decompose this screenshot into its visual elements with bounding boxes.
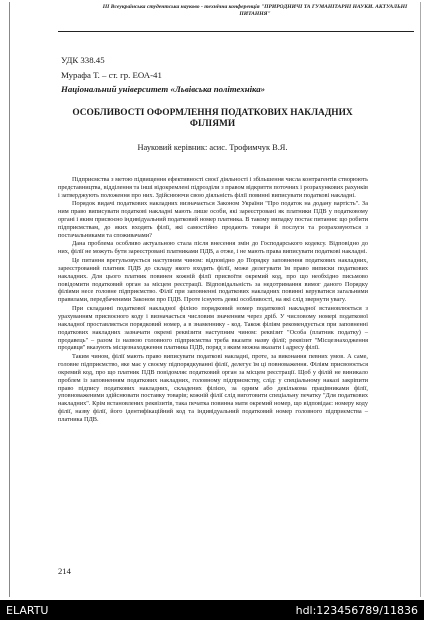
repository-footer-bar xyxy=(0,600,424,620)
header-divider xyxy=(58,31,414,32)
article-body xyxy=(58,176,368,425)
author-line: Мурафа Т. – ст. гр. ЕОА-41 xyxy=(61,70,162,80)
body-paragraph: Це питання врегульовується наступним чином: відповідно до Порядку заповнення податкових накладних, зареєстрований платник ПДВ до складу якого входять філії, може делегувати їм право виписки податкових накладних. Для цього платник повинен кожній філії присвоїти окремий код, про що необхідно письмово повідомити податковий орган за місцем реєстрації. Відповідальність за недотримання вимог даного Порядку філіями несе головне підприємство. Філії при заповненні податкових накладних повинні керуватися загальними правилами, передбаченими Законом про ПДВ. Проте існують деякі особливості, на які слід звернути увагу. xyxy=(58,256,368,304)
left-margin-line xyxy=(9,2,10,597)
repository-name: ELARTU xyxy=(6,604,49,617)
body-paragraph: При складанні податкової накладної філією порядковий номер податкової накладної встановлюється з урахуванням присвоєного коду і визначається числовим значенням через дріб. У числовому номері податкової накладної проставляється порядковий номер, а в знаменнику - код. Також філіям рекомендується при заповненні податкових накладних зазначати окремі реквізити наступним чином: реквізит "Особа (платник податку) – продавець" – разом із назвою головного підприємства треба вказати назву філії; реквізит "Місцезнаходження продавця" вказують місцезнаходження платника ПДВ, поряд з яким можна вказати і адресу філії. xyxy=(58,304,368,352)
page-number: 214 xyxy=(58,566,71,576)
body-paragraph: Дана проблема особливо актуальною стала після внесення змін до Господарського кодексу. Відповідно до них, філії не можуть бути зареєстровані платниками ПДВ, а отже, і не мають права виписувати податкові накладні. xyxy=(58,240,368,256)
body-paragraph: Підприємства з метою підвищення ефективності своєї діяльності і збільшення числа контрагентів створюють представництва, відділення та інші відокремлені підрозділи з правом відкриття поточних і розрахункових рахунків і затверджують положення про них. Здійснюючи свою діяльність філії повинні виписувати податкові накладні. xyxy=(58,176,368,199)
body-paragraph: Таким чином, філії мають право виписувати податкові накладні, проте, за виконання певних умов. А саме, головне підприємство, яке має у своєму підпорядкуванні філії, делегує їм ці повноваження. Філіям присвоюється окремий код, про що платник ПДВ повідомляє податковий орган за місцем реєстрації. Щоб у філій не виникало проблем із заповненням податкових накладних, головному підприємству, слід: у спеціальному наказі закріпити право підпису податкових накладних, складених філією, за одним або декількома працівниками філії, уповноваженими здійснювати поставку товарів; кожній філії слід виготовити спеціальну печатку "Для податкових накладних". Крім встановлених реквізитів, така печатка повинна мати окремий номер, що відповідає: номеру коду філії, назву філії, його ідентифікаційний код та індивідуальний податковий номер головного підприємства – платника ПДВ. xyxy=(58,352,368,424)
institution-line: Національний університет «Львівська політехніка» xyxy=(61,84,266,94)
conference-header: ІІІ Всеукраїнська студентська науково - технічна конференція "ПРИРОДНИЧІ ТА ГУМАНІТАРНІ НАУКИ. АКТУАЛЬНІ ПИТАННЯ" xyxy=(102,4,408,17)
udk-code: УДК 338.45 xyxy=(61,55,105,65)
supervisor-line: Науковий керівник: асис. Трофимчук В.Я. xyxy=(137,143,288,152)
right-margin-line xyxy=(420,2,421,597)
article-title: ОСОБЛИВОСТІ ОФОРМЛЕННЯ ПОДАТКОВИХ НАКЛАДНИХ ФІЛІЯМИ xyxy=(72,108,353,129)
handle-identifier[interactable]: hdl:123456789/11836 xyxy=(295,604,418,617)
body-paragraph: Порядок видачі податкових накладних визначається Законом України "Про податок на додану вартість". За ним право виписувати податкові накладні мають лише особи, які зареєстровані як платники ПДВ у податковому органі і яким присвоєно індивідуальний податковий номер платника. В такому випадку постає питання: що робити підприємствам, до яких входять філії, які самостійно продають товари й послуги та розраховуються з постачальниками та споживачами? xyxy=(58,200,368,239)
